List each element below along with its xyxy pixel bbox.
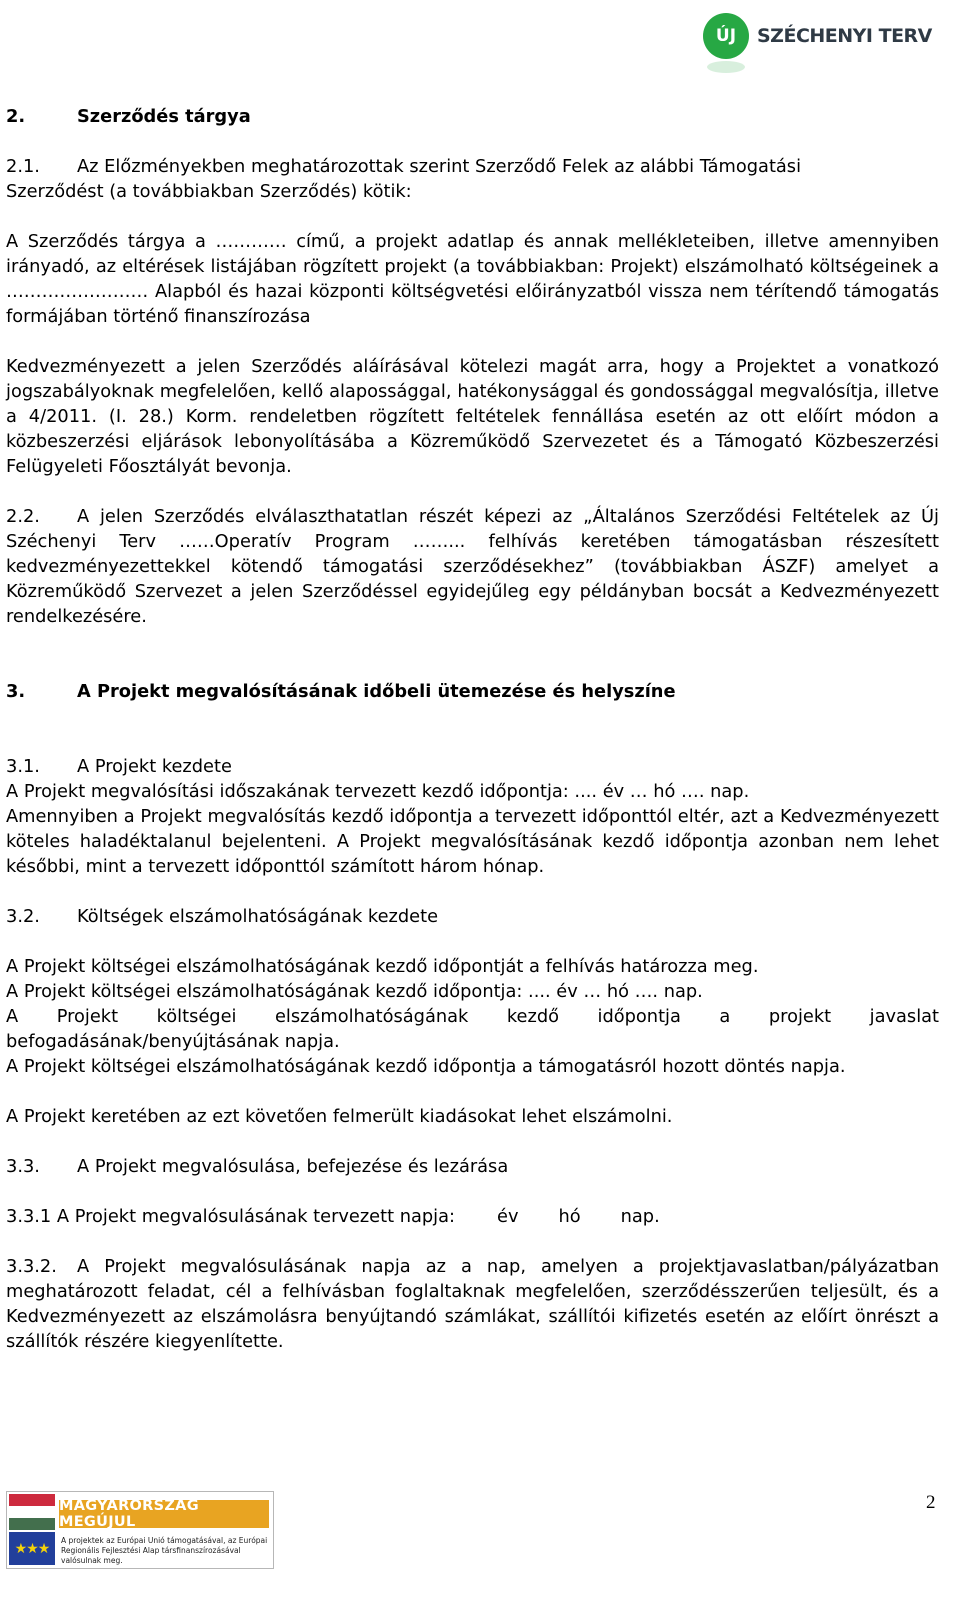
clause-3-3-heading: 3.3. A Projekt megvalósulása, befejezése és lezárása: [6, 1156, 509, 1177]
section-3-heading: 3. A Projekt megvalósításának időbeli ütemezése és helyszíne: [6, 681, 676, 702]
clause-3-2-line1: A Projekt költségei elszámolhatóságának kezdő időpontját a felhívás határozza meg.: [6, 956, 759, 977]
hungarian-flag-icon: [9, 1494, 55, 1530]
uj-logo-icon: ÚJ: [703, 13, 749, 59]
clause-3-2-line2: A Projekt költségei elszámolhatóságának kezdő időpontja: .... év … hó …. nap.: [6, 981, 703, 1002]
clause-3-1-planned: A Projekt megvalósítási időszakának tervezett kezdő időpontja: .... év … hó …. nap.: [6, 781, 750, 802]
clause-3-1-deviation: Amennyiben a Projekt megvalósítás kezdő időpontja a tervezett időponttól eltér, azt a Kedvezményezett köteles haladéktalanul bejelenteni. A Projekt megvalósításának kezdő időpontja azonban nem lehet későbbi, mint a tervezett időponttól számított három hónap.: [6, 806, 939, 877]
clause-3-2-line4: A Projekt költségei elszámolhatóságának kezdő időpontja a támogatásról hozott döntés napja.: [6, 1056, 846, 1077]
footer-banner: MAGYARORSZÁG MEGÚJUL: [59, 1500, 269, 1528]
clause-2-2: 2.2. A jelen Szerződés elválaszthatatlan részét képezi az „Általános Szerződési Feltételek az Új Széchenyi Terv ……Operatív Program ……... felhívás keretében támogatásban részesített kedvezményezettekkel kötendő támogatási szerződésekhez” (továbbiakban ÁSZF) amelyet a Közreműködő Szervezet a jelen Szerződéssel egyidejűleg egy példányban bocsát a Kedvezményezett rendelkezésére.: [6, 506, 939, 627]
page-number: 2: [926, 1492, 936, 1513]
document-body: [6, 104, 939, 1354]
eu-flag-icon: ★★★: [9, 1532, 55, 1565]
footer-funding-note: A projektek az Európai Unió támogatásával, az Európai Regionális Fejlesztési Alap társfinanszírozásával valósulnak meg.: [61, 1536, 268, 1565]
clause-3-3-1: 3.3.1 A Projekt megvalósulásának tervezett napja: év hó nap.: [6, 1206, 660, 1227]
clause-3-1-heading: 3.1. A Projekt kezdete: [6, 756, 232, 777]
szechenyi-terv-logo: [703, 5, 932, 67]
logo-text: SZÉCHENYI TERV: [757, 25, 932, 47]
clause-3-2-heading: 3.2. Költségek elszámolhatóságának kezdete: [6, 906, 439, 927]
clause-3-2-line5: A Projekt keretében az ezt követően felmerült kiadásokat lehet elszámolni.: [6, 1106, 673, 1127]
clause-2-1-subject: A Szerződés tárgya a ………… című, a projekt adatlap és annak mellékleteiben, illetve amennyiben irányadó, az eltérések listájában rögzített projekt (a továbbiakban: Projekt) elszámolható költségeinek a …………………… Alapból és hazai központi költségvetési előirányzatból vissza nem térítendő támogatás formájában történő finanszírozása: [6, 231, 939, 327]
section-2-heading: 2. Szerződés tárgya: [6, 106, 251, 127]
clause-2-1-intro: 2.1. Az Előzményekben meghatározottak szerint Szerződő Felek az alábbi Támogatási Szerződést (a továbbiakban Szerződés) kötik:: [6, 156, 802, 202]
clause-3-2-line3: A Projekt költségei elszámolhatóságának kezdő időpontja a projekt javaslat befogadásának/benyújtásának napja.: [6, 1006, 939, 1052]
clause-2-1-obligation: Kedvezményezett a jelen Szerződés aláírásával kötelezi magát arra, hogy a Projektet a vonatkozó jogszabályoknak megfelelően, kellő alapossággal, hatékonysággal és gondossággal megvalósítja, illetve a 4/2011. (I. 28.) Korm. rendeletben rögzített feltételek fennállása esetén az ott előírt módon a közbeszerzési eljárások lebonyolításába a Közreműködő Szervezetet és a Támogató Közbeszerzési Felügyeleti Főosztályát bevonja.: [6, 356, 939, 477]
magyarorszag-megujul-logo: [6, 1491, 274, 1569]
clause-3-3-2: 3.3.2. A Projekt megvalósulásának napja az a nap, amelyen a projektjavaslatban/pályázatban meghatározott feladat, cél a felhívásban foglaltaknak megfelelően, szerződésszerűen teljesült, és a Kedvezményezett az elszámolásra benyújtandó számlákat, szállítói kifizetés esetén az előírt önrészt a szállítók részére kiegyenlítette.: [6, 1256, 939, 1352]
